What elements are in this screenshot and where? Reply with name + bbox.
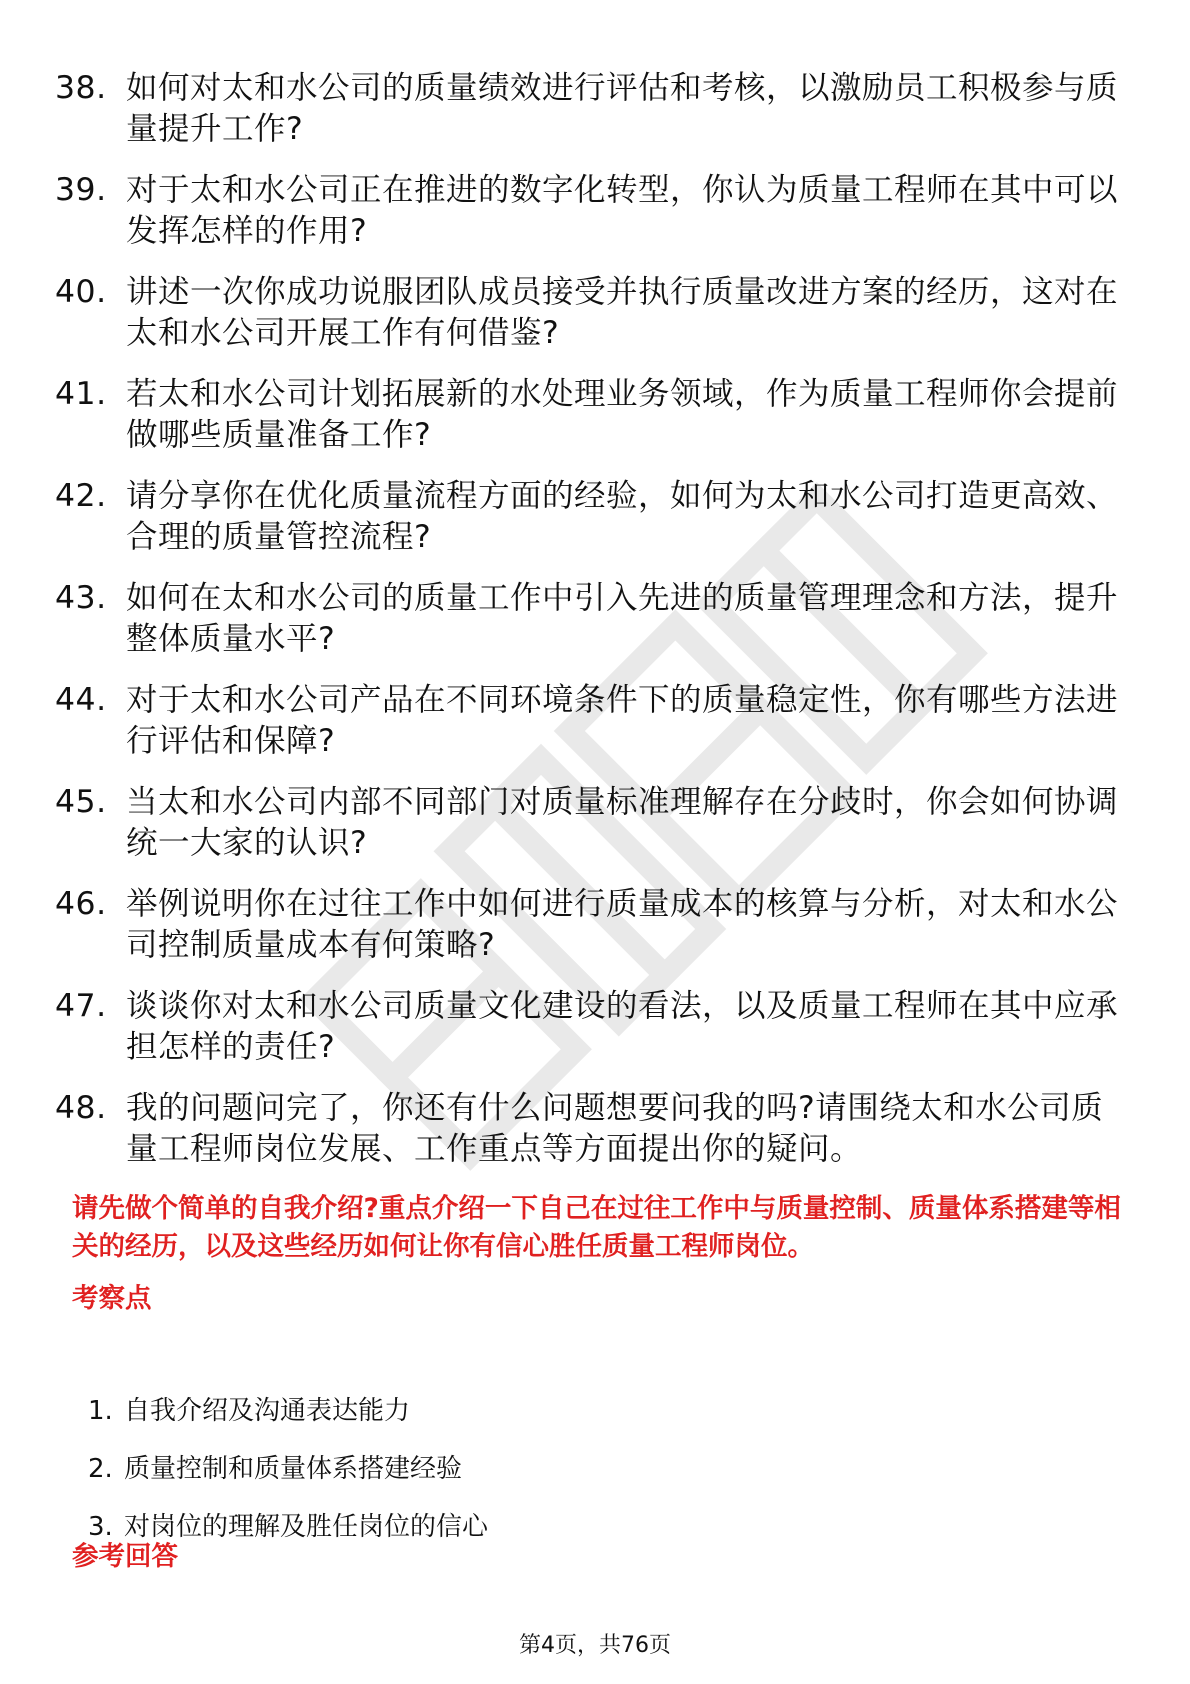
question-number: 45.: [55, 784, 107, 820]
question-item: [55, 272, 1130, 354]
question-item: [55, 680, 1130, 762]
question-number: 41.: [55, 376, 107, 412]
question-text: 谈谈你对太和水公司质量文化建设的看法，以及质量工程师在其中应承担怎样的责任?: [126, 988, 1119, 1065]
question-text: 如何对太和水公司的质量绩效进行评估和考核，以激励员工积极参与质量提升工作?: [126, 70, 1119, 147]
question-item: [55, 986, 1130, 1068]
question-text: 如何在太和水公司的质量工作中引入先进的质量管理理念和方法，提升整体质量水平?: [126, 580, 1119, 657]
question-text: 对于太和水公司产品在不同环境条件下的质量稳定性，你有哪些方法进行评估和保障?: [126, 682, 1119, 759]
question-number: 43.: [55, 580, 107, 616]
question-text: 对于太和水公司正在推进的数字化转型，你认为质量工程师在其中可以发挥怎样的作用?: [126, 172, 1119, 249]
question-item: [55, 884, 1130, 966]
question-item: [55, 476, 1130, 558]
question-number: 40.: [55, 274, 107, 310]
focus-point-number: 1.: [88, 1396, 113, 1426]
question-number: 38.: [55, 70, 107, 106]
question-text: 请分享你在优化质量流程方面的经验，如何为太和水公司打造更高效、合理的质量管控流程?: [126, 478, 1119, 555]
question-text: 当太和水公司内部不同部门对质量标准理解存在分歧时，你会如何协调统一大家的认识?: [126, 784, 1119, 861]
question-number: 39.: [55, 172, 107, 208]
question-number: 44.: [55, 682, 107, 718]
focus-section-title: 考察点: [72, 1283, 152, 1314]
answer-section-title: 参考回答: [72, 1541, 178, 1572]
question-number: 42.: [55, 478, 107, 514]
question-list: [55, 68, 1130, 1190]
question-text: 我的问题问完了，你还有什么问题想要问我的吗?请围绕太和水公司质量工程师岗位发展、工作重点等方面提出你的疑问。: [126, 1090, 1104, 1167]
focus-point-number: 2.: [88, 1454, 113, 1484]
focus-point-number: 3.: [88, 1512, 113, 1542]
question-item: [55, 782, 1130, 864]
focus-point-item: [88, 1452, 488, 1510]
question-number: 48.: [55, 1090, 107, 1126]
question-item: [55, 578, 1130, 660]
question-number: 46.: [55, 886, 107, 922]
question-item: [55, 374, 1130, 456]
question-item: [55, 1088, 1130, 1170]
question-text: 若太和水公司计划拓展新的水处理业务领域，作为质量工程师你会提前做哪些质量准备工作?: [126, 376, 1119, 453]
question-number: 47.: [55, 988, 107, 1024]
focus-point-text: 质量控制和质量体系搭建经验: [124, 1454, 463, 1484]
question-item: [55, 170, 1130, 252]
focus-point-text: 对岗位的理解及胜任岗位的信心: [124, 1512, 489, 1542]
question-text: 讲述一次你成功说服团队成员接受并执行质量改进方案的经历，这对在太和水公司开展工作有何借鉴?: [126, 274, 1119, 351]
page-footer: 第4页，共76页: [519, 1633, 671, 1658]
focus-point-text: 自我介绍及沟通表达能力: [124, 1396, 411, 1426]
question-item: [55, 68, 1130, 150]
featured-question: 请先做个简单的自我介绍?重点介绍一下自己在过往工作中与质量控制、质量体系搭建等相关的经历，以及这些经历如何让你有信心胜任质量工程师岗位。: [72, 1193, 1121, 1262]
focus-point-item: [88, 1394, 488, 1452]
question-text: 举例说明你在过往工作中如何进行质量成本的核算与分析，对太和水公司控制质量成本有何策略?: [126, 886, 1119, 963]
